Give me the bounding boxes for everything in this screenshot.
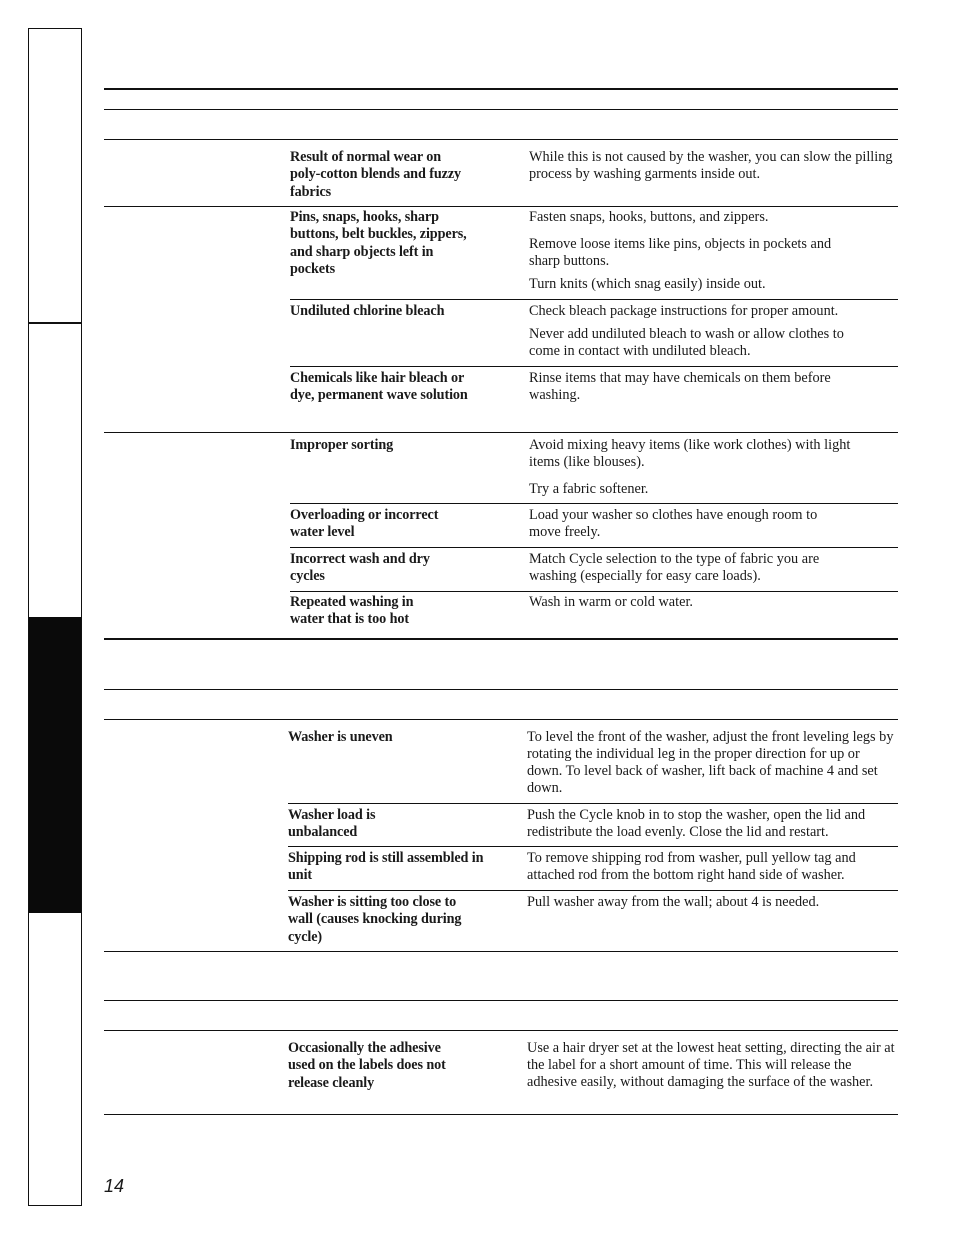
cause-text: Overloading or incorrect water level bbox=[290, 507, 439, 541]
top-rule bbox=[104, 88, 898, 90]
cause-text: Undiluted chlorine bleach bbox=[290, 303, 445, 319]
table-end-rule bbox=[104, 1114, 898, 1115]
fix-text: Load your washer so clothes have enough room to move freely. bbox=[529, 507, 818, 541]
column-header-rule bbox=[104, 1030, 898, 1031]
cause-text: Repeated washing in water that is too hot bbox=[290, 594, 414, 628]
table-end-rule bbox=[104, 951, 898, 952]
fix-text: Try a fabric softener. bbox=[529, 481, 649, 497]
tab-divider bbox=[29, 322, 81, 324]
section-rule bbox=[104, 206, 898, 207]
fix-text: Pull washer away from the wall; about 4 is needed. bbox=[527, 894, 820, 910]
fix-text: Wash in warm or cold water. bbox=[529, 594, 694, 610]
cause-text: Occasionally the adhesive used on the labels does not release cleanly bbox=[288, 1040, 446, 1091]
page-number: 14 bbox=[104, 1176, 125, 1196]
fix-text: Turn knits (which snag easily) inside out. bbox=[529, 276, 766, 292]
fix-text: Use a hair dryer set at the lowest heat setting, directing the air at the label for a short amount of time. This will release the adhesive easily, without damaging the surface of the washer. bbox=[527, 1040, 895, 1091]
row-rule bbox=[290, 547, 898, 548]
column-header-rule bbox=[104, 139, 898, 140]
fix-text: Rinse items that may have chemicals on them before washing. bbox=[529, 370, 831, 404]
table-end-rule bbox=[104, 638, 898, 640]
fix-text: Check bleach package instructions for proper amount. bbox=[529, 303, 839, 319]
side-tab-strip bbox=[28, 28, 82, 1206]
cause-text: Result of normal wear on poly-cotton blends and fuzzy fabrics bbox=[290, 149, 462, 200]
row-rule bbox=[288, 890, 898, 891]
fix-text: Push the Cycle knob in to stop the washer, open the lid and redistribute the load evenly. Close the lid and restart. bbox=[527, 807, 866, 841]
cause-text: Improper sorting bbox=[290, 437, 394, 453]
row-rule bbox=[290, 503, 898, 504]
cause-text: Washer load is unbalanced bbox=[288, 807, 376, 841]
fix-text: Fasten snaps, hooks, buttons, and zippers. bbox=[529, 209, 769, 225]
row-rule bbox=[288, 846, 898, 847]
row-rule bbox=[290, 299, 898, 300]
cause-text: Incorrect wash and dry cycles bbox=[290, 551, 430, 585]
row-rule bbox=[290, 366, 898, 367]
cause-text: Washer is uneven bbox=[288, 729, 393, 745]
header-rule bbox=[104, 689, 898, 690]
header-rule bbox=[104, 109, 898, 110]
cause-text: Pins, snaps, hooks, sharp buttons, belt buckles, zippers, and sharp objects left in pockets bbox=[290, 209, 467, 277]
fix-text: To remove shipping rod from washer, pull yellow tag and attached rod from the bottom right hand side of washer. bbox=[527, 850, 856, 884]
fix-text: To level the front of the washer, adjust the front leveling legs by rotating the individual leg in the proper direction for up or down. To level back of washer, lift back of machine 4 and set down. bbox=[527, 729, 894, 797]
side-tab-active[interactable] bbox=[29, 617, 81, 913]
section-rule bbox=[104, 432, 898, 433]
fix-text: While this is not caused by the washer, you can slow the pilling process by washing garments inside out. bbox=[529, 149, 893, 183]
cause-text: Washer is sitting too close to wall (causes knocking during cycle) bbox=[288, 894, 462, 945]
cause-text: Shipping rod is still assembled in unit bbox=[288, 850, 484, 884]
fix-text: Match Cycle selection to the type of fabric you are washing (especially for easy care loads). bbox=[529, 551, 820, 585]
cause-text: Chemicals like hair bleach or dye, permanent wave solution bbox=[290, 370, 468, 404]
fix-text: Remove loose items like pins, objects in pockets and sharp buttons. bbox=[529, 236, 832, 270]
header-rule bbox=[104, 1000, 898, 1001]
row-rule bbox=[288, 803, 898, 804]
fix-text: Avoid mixing heavy items (like work clothes) with light items (like blouses). bbox=[529, 437, 851, 471]
column-header-rule bbox=[104, 719, 898, 720]
row-rule bbox=[290, 591, 898, 592]
fix-text: Never add undiluted bleach to wash or allow clothes to come in contact with undiluted bleach. bbox=[529, 326, 844, 360]
